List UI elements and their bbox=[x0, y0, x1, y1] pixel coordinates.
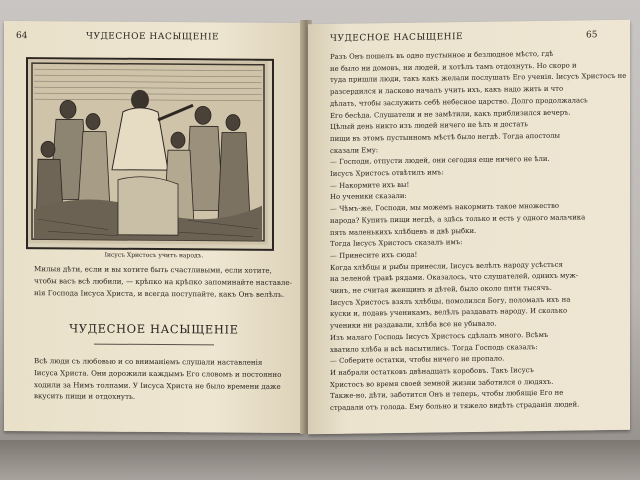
text-line: пищи въ этомъ пустынномъ мѣстѣ было негдѣ. Тогда апостолы bbox=[330, 131, 561, 143]
text-line: — Господи, отпусти людей, они сегодня еще ничего не ѣли. bbox=[330, 155, 550, 167]
text-line: — Соберите остатки, чтобы ничего не пропало. bbox=[330, 354, 505, 366]
text-line: Всѣ люди съ любовью и со вниманіемъ слушали наставленія bbox=[34, 356, 263, 367]
text-line: — Чѣмъ-же, Господи, мы можемъ накормить такое множество bbox=[330, 201, 559, 214]
text-line: пять маленькихъ хлѣбцевъ и двѣ рыбки. bbox=[330, 226, 477, 237]
right-page-text bbox=[330, 48, 627, 415]
text-line: вкусить пищи и отдохнуть. bbox=[34, 391, 136, 402]
engraving-image bbox=[28, 59, 268, 245]
text-line: туда пришли люди, такъ какъ желали послушать Его ученія. Іисусъ Христосъ не bbox=[330, 72, 627, 85]
text-line: — Накормите ихъ вы! bbox=[330, 180, 410, 190]
text-line: чинъ, не считая женщинъ и дѣтей, было около пяти тысячъ. bbox=[330, 283, 552, 296]
left-page bbox=[4, 21, 304, 433]
text-line: Когда хлѣбцы и рыбы принесли, Іисусъ велѣлъ народу усѣсться bbox=[330, 260, 563, 272]
section-title: ЧУДЕСНОЕ НАСЫЩЕНІЕ bbox=[69, 321, 239, 337]
text-line: Но ученики сказали: bbox=[330, 192, 407, 202]
running-header-left: ЧУДЕСНОЕ НАСЫЩЕНІЕ bbox=[86, 31, 220, 43]
table-surface bbox=[0, 440, 640, 480]
text-line: не было ни домовъ, ни людей, и хотѣлъ тамъ отдохнуть. Но скоро и bbox=[330, 61, 577, 73]
text-line: Милыя дѣти, если и вы хотите быть счастливыми, если хотите, bbox=[34, 264, 272, 275]
running-header-right: ЧУДЕСНОЕ НАСЫЩЕНІЕ bbox=[330, 32, 464, 44]
text-line: — Принесите ихъ сюда! bbox=[330, 250, 418, 260]
engraving-illustration bbox=[26, 57, 274, 251]
text-line: хватило хлѣба и всѣ насытились. Тогда Господь сказалъ: bbox=[330, 342, 538, 354]
text-line: разсердился и ласково началъ учить ихъ, какъ надо жить и что bbox=[330, 84, 564, 97]
text-line: Христосъ во время своей земной жизни заботился о людяхъ. bbox=[330, 377, 554, 389]
text-line: Цѣлый день никто изъ людей ничего не ѣлъ и достать bbox=[330, 120, 528, 132]
body-paragraph bbox=[34, 355, 282, 404]
text-line: страдали отъ голода. Ему больно и тяжело видѣть страданія людей. bbox=[330, 400, 580, 413]
text-line: нія Господа Іисуса Христа, и всегда поступайте, какъ Онъ велѣлъ. bbox=[34, 287, 285, 299]
intro-paragraph bbox=[34, 263, 292, 300]
text-line: ходили за Нимъ толпами. У Іисуса Христа не было времени даже bbox=[34, 379, 281, 391]
text-line: Іисусъ Христосъ отвѣтилъ имъ: bbox=[330, 168, 444, 178]
title-divider bbox=[94, 344, 214, 346]
text-line: Также-но, дѣти, заботится Онъ и теперь, чтобы любящіе Его не bbox=[330, 389, 564, 401]
text-line: народа? Купить пищи негдѣ, а здѣсь только и есть у одного мальчика bbox=[330, 213, 586, 225]
right-page bbox=[308, 20, 630, 434]
text-line: И набрали остатковъ двѣнадцать коробовъ. Такъ Іисусъ bbox=[330, 366, 534, 377]
text-line: ученики ни раздавали, хлѣба все не убывало. bbox=[330, 319, 497, 331]
text-line: чтобы васъ всѣ любили, — крѣпко на крѣпко запоминайте наставле- bbox=[34, 275, 292, 287]
text-line: сказали Ему: bbox=[330, 145, 379, 155]
text-line: куски и, подавъ ученикамъ, велѣлъ раздавать народу. И сколько bbox=[330, 307, 568, 319]
text-line: Изъ малаго Господь Іисусъ Христосъ сдѣлалъ много. Всѣмъ bbox=[330, 330, 549, 342]
text-line: Разъ Онъ пошелъ въ одно пустынное и безлюдное мѣсто, гдѣ bbox=[330, 49, 554, 61]
text-line: на зеленой травѣ рядами. Оказалось, что слушателей, однихъ муж- bbox=[330, 271, 579, 284]
text-line: Тогда Іисусъ Христосъ сказалъ имъ: bbox=[330, 238, 463, 249]
text-line: Іисуса Христа. Они дорожили каждымъ Его словомъ и постоянно bbox=[34, 367, 282, 379]
text-line: дѣлать, чтобы заслужить себѣ небесное царство. Долго продолжалась bbox=[330, 96, 588, 108]
page-number-right: 65 bbox=[586, 30, 598, 41]
text-line: Его бесѣда. Слушатели и не замѣтили, какъ приблизился вечеръ. bbox=[330, 108, 571, 120]
illustration-caption: Іисусъ Христосъ учитъ народъ. bbox=[104, 251, 204, 260]
text-line: Іисусъ Христосъ взялъ хлѣбцы, помолился Богу, поломалъ ихъ на bbox=[330, 295, 571, 307]
page-number-left: 64 bbox=[16, 31, 28, 42]
